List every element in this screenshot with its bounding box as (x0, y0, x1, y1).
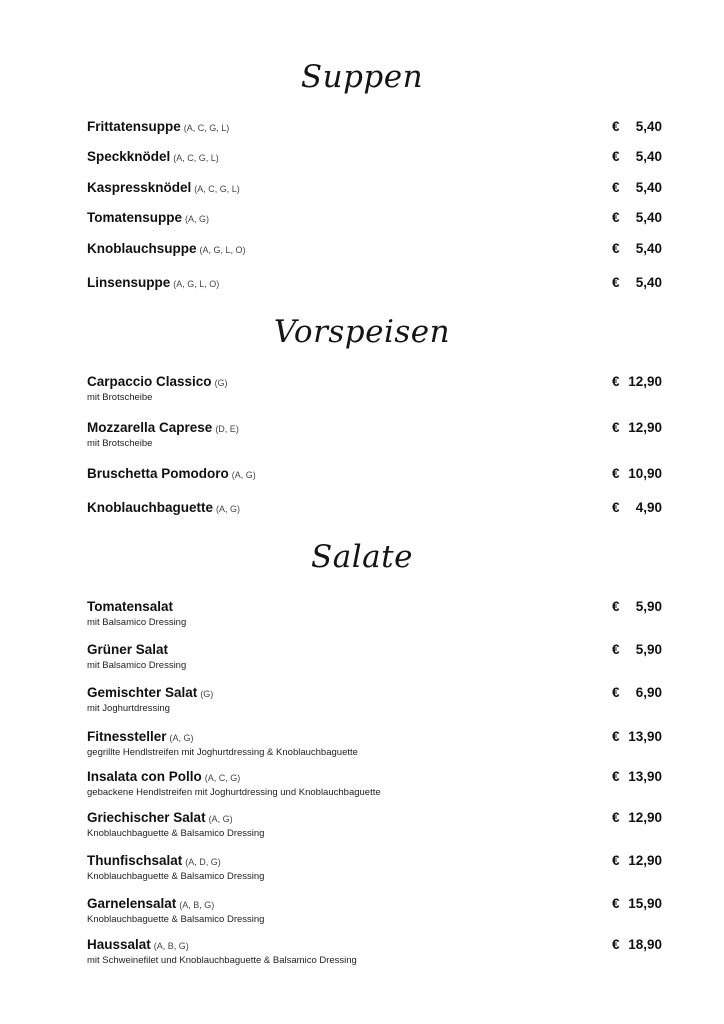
currency-symbol: € (612, 466, 620, 481)
item-price (612, 119, 662, 134)
item-name: Speckknödel (87, 149, 171, 164)
item-name: Knoblauchsuppe (87, 241, 197, 256)
currency-symbol: € (612, 769, 620, 784)
item-name: Carpaccio Classico (87, 374, 212, 389)
item-price (612, 420, 662, 435)
menu-item (87, 148, 662, 166)
menu-item-title (87, 641, 168, 659)
menu-item (87, 598, 662, 628)
item-name: Mozzarella Caprese (87, 420, 213, 435)
item-description: Knoblauchbaguette & Balsamico Dressing (87, 828, 265, 839)
price-value: 5,40 (635, 210, 662, 225)
item-price (612, 275, 662, 290)
item-name: Insalata con Pollo (87, 769, 202, 784)
menu-item (87, 419, 662, 449)
item-name: Frittatensuppe (87, 119, 181, 134)
menu-item (87, 179, 662, 197)
item-name: Kaspressknödel (87, 180, 192, 195)
currency-symbol: € (612, 241, 620, 256)
item-description: gegrillte Hendlstreifen mit Joghurtdressing & Knoblauchbaguette (87, 747, 358, 758)
item-allergens: (G) (214, 378, 228, 388)
price-value: 5,90 (635, 642, 662, 657)
menu-item-title (87, 684, 213, 702)
item-description: mit Joghurtdressing (87, 703, 170, 714)
menu-item (87, 373, 662, 403)
item-allergens: (A, C, G, L) (173, 153, 219, 163)
menu-item-title (87, 179, 240, 197)
currency-symbol: € (612, 500, 620, 515)
menu-item (87, 768, 662, 798)
item-description: Knoblauchbaguette & Balsamico Dressing (87, 871, 265, 882)
menu-item-row (87, 465, 662, 483)
menu-item-title (87, 373, 228, 391)
section-heading: Suppen (300, 59, 424, 95)
item-description: mit Brotscheibe (87, 392, 153, 403)
item-description: Knoblauchbaguette & Balsamico Dressing (87, 914, 265, 925)
item-allergens: (G) (200, 689, 214, 699)
item-name: Grüner Salat (87, 642, 169, 657)
item-price (612, 642, 662, 657)
item-allergens: (D, E) (215, 424, 239, 434)
menu-item-row (87, 274, 662, 292)
item-price (612, 937, 662, 952)
menu-item (87, 684, 662, 714)
item-allergens: (A, G) (231, 470, 256, 480)
price-value: 18,90 (628, 937, 662, 952)
menu-item-title (87, 118, 229, 136)
item-allergens: (A, C, G, L) (183, 123, 230, 133)
item-name: Linsensuppe (87, 275, 171, 290)
menu-item (87, 852, 662, 882)
menu-item-row (87, 809, 662, 827)
item-name: Garnelensalat (87, 896, 177, 911)
menu-item-title (87, 499, 240, 517)
currency-symbol: € (612, 119, 620, 134)
menu-item-title (87, 274, 219, 292)
item-price (612, 896, 662, 911)
menu-item (87, 728, 662, 758)
item-allergens: (A, B, G) (153, 941, 189, 951)
currency-symbol: € (612, 374, 620, 389)
menu-item (87, 274, 662, 292)
item-price (612, 241, 662, 256)
price-value: 5,40 (635, 275, 662, 290)
item-price (612, 685, 662, 700)
item-name: Knoblauchbaguette (87, 500, 214, 515)
currency-symbol: € (612, 853, 620, 868)
currency-symbol: € (612, 642, 620, 657)
menu-item-title (87, 728, 194, 746)
menu-item-row (87, 499, 662, 517)
item-price (612, 149, 662, 164)
menu-item (87, 499, 662, 517)
menu-item-title (87, 809, 233, 827)
price-value: 15,90 (628, 896, 662, 911)
item-allergens: (A, G) (208, 814, 233, 824)
item-name: Fitnessteller (87, 729, 167, 744)
price-value: 12,90 (628, 420, 662, 435)
menu-item (87, 809, 662, 839)
item-price (612, 853, 662, 868)
menu-item-row (87, 209, 662, 227)
item-name: Thunfischsalat (87, 853, 183, 868)
menu-item-row (87, 895, 662, 913)
price-value: 12,90 (628, 810, 662, 825)
menu-item-title (87, 419, 239, 437)
item-description: mit Schweinefilet und Knoblauchbaguette & Balsamico Dressing (87, 955, 357, 966)
item-allergens: (A, C, G) (204, 773, 241, 783)
item-price (612, 769, 662, 784)
menu-item (87, 641, 662, 671)
menu-item-title (87, 240, 246, 258)
currency-symbol: € (612, 599, 620, 614)
currency-symbol: € (612, 729, 620, 744)
item-price (612, 810, 662, 825)
menu-item-row (87, 419, 662, 437)
section-heading: Salate (311, 539, 413, 575)
item-description: mit Balsamico Dressing (87, 617, 187, 628)
currency-symbol: € (612, 810, 620, 825)
price-value: 6,90 (635, 685, 662, 700)
menu-item-row (87, 852, 662, 870)
menu-item-title (87, 936, 189, 954)
item-name: Gemischter Salat (87, 685, 198, 700)
currency-symbol: € (612, 275, 620, 290)
menu-item-row (87, 768, 662, 786)
menu-item (87, 465, 662, 483)
price-value: 12,90 (628, 853, 662, 868)
item-name: Tomatensalat (87, 599, 174, 614)
menu-item-row (87, 598, 662, 616)
item-description: gebackene Hendlstreifen mit Joghurtdressing und Knoblauchbaguette (87, 787, 381, 798)
price-value: 5,40 (635, 119, 662, 134)
section-heading: Vorspeisen (273, 314, 451, 350)
menu-item-row (87, 641, 662, 659)
item-price (612, 180, 662, 195)
item-allergens: (A, G, L, O) (173, 279, 220, 289)
menu-item-title (87, 768, 240, 786)
currency-symbol: € (612, 896, 620, 911)
menu-item (87, 895, 662, 925)
item-allergens: (A, B, G) (179, 900, 215, 910)
menu-item-title (87, 148, 219, 166)
item-price (612, 466, 662, 481)
menu-item-title (87, 465, 256, 483)
price-value: 13,90 (628, 729, 662, 744)
menu-item (87, 936, 662, 966)
price-value: 10,90 (628, 466, 662, 481)
item-allergens: (A, G) (169, 733, 194, 743)
item-description: mit Balsamico Dressing (87, 660, 187, 671)
currency-symbol: € (612, 937, 620, 952)
currency-symbol: € (612, 180, 620, 195)
item-price (612, 729, 662, 744)
menu-item-row (87, 728, 662, 746)
menu-item (87, 240, 662, 258)
item-name: Bruschetta Pomodoro (87, 466, 229, 481)
item-allergens: (A, C, G, L) (194, 184, 240, 194)
item-price (612, 374, 662, 389)
menu-item-row (87, 684, 662, 702)
price-value: 12,90 (628, 374, 662, 389)
currency-symbol: € (612, 210, 620, 225)
menu-item-title (87, 852, 221, 870)
price-value: 5,40 (635, 241, 662, 256)
price-value: 5,40 (635, 149, 662, 164)
currency-symbol: € (612, 149, 620, 164)
item-description: mit Brotscheibe (87, 438, 153, 449)
currency-symbol: € (612, 420, 620, 435)
currency-symbol: € (612, 685, 620, 700)
item-allergens: (A, G) (185, 214, 210, 224)
item-name: Haussalat (87, 937, 151, 952)
item-name: Tomatensuppe (87, 210, 183, 225)
price-value: 4,90 (635, 500, 662, 515)
item-price (612, 210, 662, 225)
menu-item-title (87, 209, 209, 227)
item-allergens: (A, G) (216, 504, 241, 514)
item-price (612, 500, 662, 515)
menu-item-title (87, 598, 173, 616)
item-allergens: (A, G, L, O) (199, 245, 246, 255)
menu-item-row (87, 373, 662, 391)
menu-item-title (87, 895, 214, 913)
item-price (612, 599, 662, 614)
price-value: 5,40 (635, 180, 662, 195)
menu-item (87, 118, 662, 136)
menu-item-row (87, 148, 662, 166)
menu-item-row (87, 179, 662, 197)
item-allergens: (A, D, G) (185, 857, 221, 867)
item-name: Griechischer Salat (87, 810, 206, 825)
menu-item (87, 209, 662, 227)
price-value: 5,90 (635, 599, 662, 614)
menu-item-row (87, 240, 662, 258)
price-value: 13,90 (628, 769, 662, 784)
menu-item-row (87, 118, 662, 136)
menu-item-row (87, 936, 662, 954)
